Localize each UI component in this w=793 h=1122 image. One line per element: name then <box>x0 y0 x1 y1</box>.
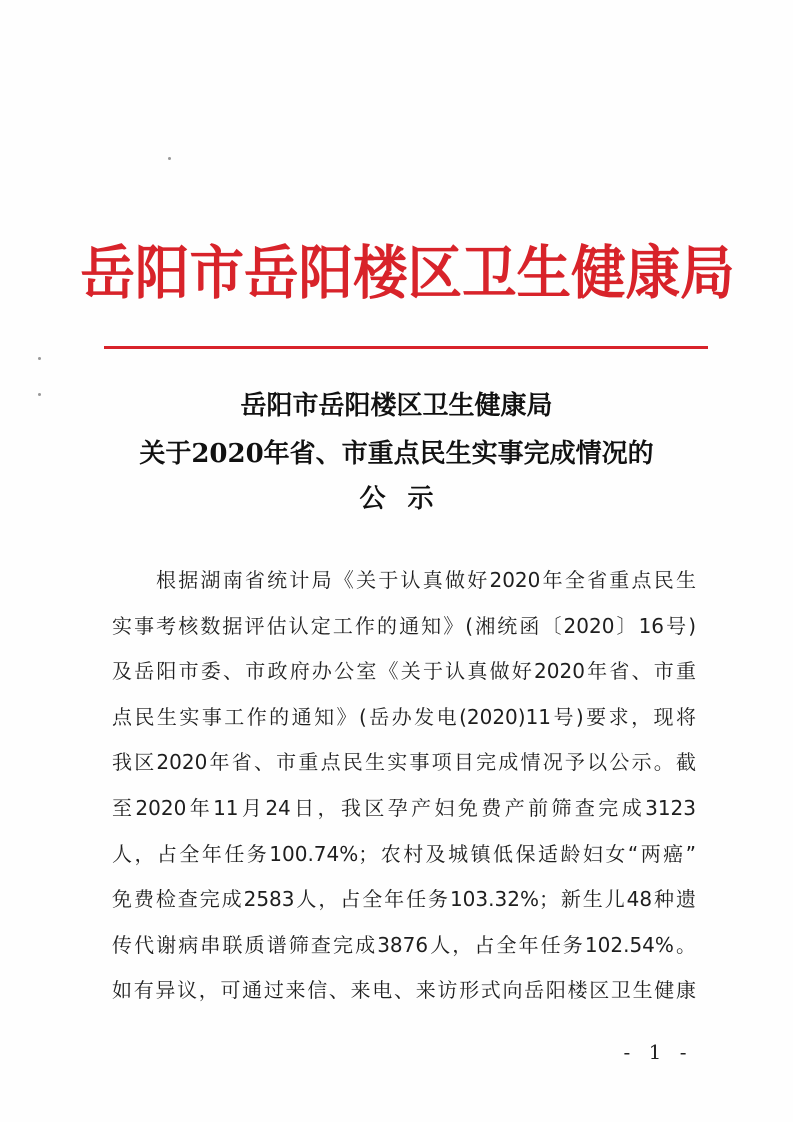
document-title-line-2: 关于2020年省、市重点民生实事完成情况的 <box>139 439 654 469</box>
scan-speck <box>38 357 41 360</box>
body-line: 我区2020年省、市重点民生实事项目完成情况予以公示。截 <box>112 750 696 775</box>
body-line: 人，占全年任务100.74%；农村及城镇低保适龄妇女“两癌” <box>112 841 696 866</box>
issuer-masthead: 岳阳市岳阳楼区卫生健康局 <box>80 239 735 307</box>
body-line: 及岳阳市委、市政府办公室《关于认真做好2020年省、市重 <box>112 659 696 684</box>
body-line: 根据湖南省统计局《关于认真做好2020年全省重点民生 <box>156 568 696 592</box>
body-line: 至2020年11月24日，我区孕产妇免费产前筛查完成3123 <box>112 795 696 820</box>
body-line: 免费检查完成2583人，占全年任务103.32%；新生儿48种遗 <box>112 887 696 912</box>
page-number: - 1 - <box>623 1040 693 1064</box>
scan-speck <box>168 157 171 160</box>
document-title-line-3: 公示 <box>359 484 456 514</box>
body-line: 点民生实事工作的通知》(岳办发电(2020)11号)要求，现将 <box>112 704 696 729</box>
body-line: 如有异议，可通过来信、来电、来访形式向岳阳楼区卫生健康 <box>112 978 696 1003</box>
body-line: 实事考核数据评估认定工作的通知》(湘统函〔2020〕16号) <box>112 613 696 638</box>
document-body <box>112 558 696 1014</box>
document-title-line-1: 岳阳市岳阳楼区卫生健康局 <box>240 391 553 421</box>
masthead-red-rule <box>104 346 708 349</box>
body-line: 传代谢病串联质谱筛查完成3876人，占全年任务102.54%。 <box>112 932 696 957</box>
